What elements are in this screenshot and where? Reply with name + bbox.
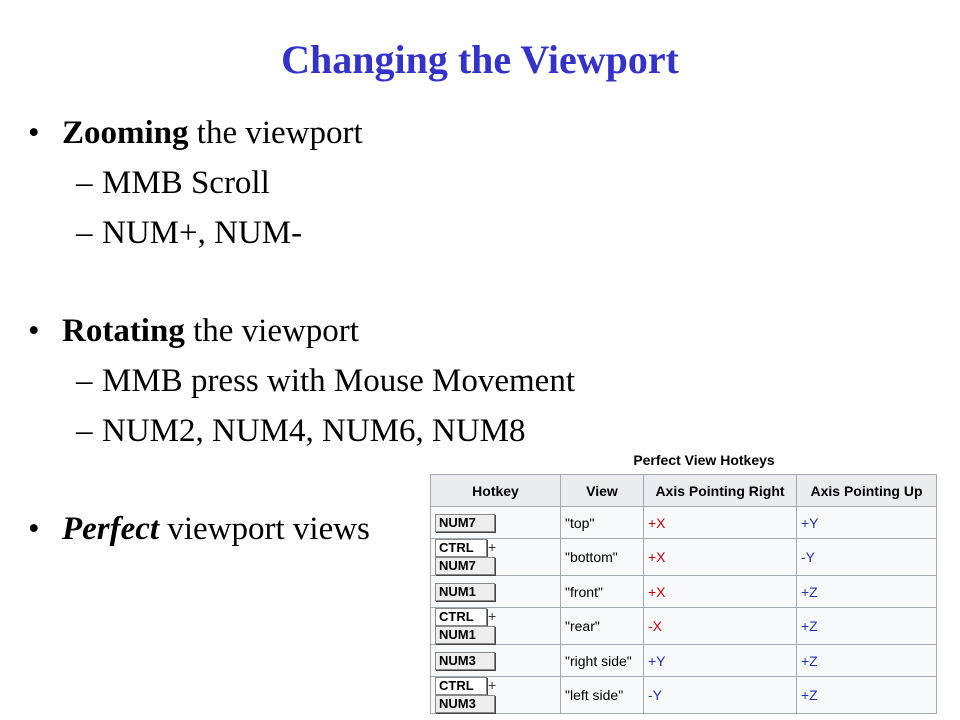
numpad-key: NUM3 bbox=[435, 695, 495, 713]
hotkey-cell bbox=[431, 608, 561, 645]
view-cell: "left side" bbox=[561, 677, 644, 714]
bullet-lead: Perfect bbox=[62, 511, 160, 547]
table-row bbox=[431, 576, 937, 608]
axis-up-cell: +Z bbox=[797, 576, 937, 608]
sub-bullet bbox=[28, 356, 788, 406]
bullet-text: viewport views bbox=[167, 511, 370, 547]
axis-right-cell: -Y bbox=[644, 677, 797, 714]
table-row bbox=[431, 645, 937, 677]
bullet-dot: • bbox=[28, 313, 40, 349]
header-axis-up: Axis Pointing Up bbox=[797, 475, 937, 507]
slide-title: Changing the Viewport bbox=[281, 37, 679, 82]
sub-text: NUM+, NUM- bbox=[102, 215, 303, 251]
bullet-text: the viewport bbox=[193, 313, 359, 349]
sub-dash: – bbox=[76, 215, 93, 251]
sub-dash: – bbox=[76, 363, 93, 399]
sub-bullet bbox=[28, 208, 788, 258]
bullet-lead: Zooming bbox=[62, 115, 189, 151]
numpad-key: NUM7 bbox=[435, 514, 495, 532]
axis-right-cell: +X bbox=[644, 507, 797, 539]
bullet-lead: Rotating bbox=[62, 313, 185, 349]
sub-text: NUM2, NUM4, NUM6, NUM8 bbox=[102, 413, 526, 449]
axis-right-cell: -X bbox=[644, 608, 797, 645]
bullet-dot: • bbox=[28, 115, 40, 151]
view-cell: "bottom" bbox=[561, 539, 644, 576]
numpad-key: NUM7 bbox=[435, 557, 495, 575]
view-cell: "right side" bbox=[561, 645, 644, 677]
bullet-text: the viewport bbox=[196, 115, 363, 151]
hotkey-cell bbox=[431, 539, 561, 576]
hotkey-cell bbox=[431, 645, 561, 677]
modifier-key: CTRL bbox=[435, 539, 487, 557]
view-cell: "top" bbox=[561, 507, 644, 539]
sub-text: MMB press with Mouse Movement bbox=[102, 363, 575, 399]
axis-up-cell: +Z bbox=[797, 677, 937, 714]
bullet-rotating bbox=[28, 306, 788, 356]
hotkey-cell bbox=[431, 507, 561, 539]
sub-bullet bbox=[28, 158, 788, 208]
axis-up-cell: -Y bbox=[797, 539, 937, 576]
header-axis-right: Axis Pointing Right bbox=[644, 475, 797, 507]
axis-up-cell: +Z bbox=[797, 645, 937, 677]
sub-text: MMB Scroll bbox=[102, 165, 270, 201]
plus-sign: + bbox=[488, 677, 497, 693]
table-header-row bbox=[431, 475, 937, 507]
numpad-key: NUM3 bbox=[435, 652, 495, 670]
bullet-dot: • bbox=[28, 511, 40, 547]
bullet-zooming bbox=[28, 108, 788, 158]
axis-up-cell: +Z bbox=[797, 608, 937, 645]
hotkeys-table bbox=[430, 474, 937, 714]
modifier-key: CTRL bbox=[435, 608, 487, 626]
axis-up-cell: +Y bbox=[797, 507, 937, 539]
sub-dash: – bbox=[76, 413, 93, 449]
numpad-key: NUM1 bbox=[435, 626, 495, 644]
axis-right-cell: +X bbox=[644, 539, 797, 576]
hotkeys-caption: Perfect View Hotkeys bbox=[633, 452, 775, 468]
view-cell: "front" bbox=[561, 576, 644, 608]
axis-right-cell: +X bbox=[644, 576, 797, 608]
plus-sign: + bbox=[488, 608, 497, 624]
table-row bbox=[431, 507, 937, 539]
sub-dash: – bbox=[76, 165, 93, 201]
axis-right-cell: +Y bbox=[644, 645, 797, 677]
table-row bbox=[431, 539, 937, 576]
table-row bbox=[431, 608, 937, 645]
hotkeys-table-wrapper bbox=[430, 446, 938, 714]
table-row bbox=[431, 677, 937, 714]
modifier-key: CTRL bbox=[435, 677, 487, 695]
numpad-key: NUM1 bbox=[435, 583, 495, 601]
header-view: View bbox=[561, 475, 644, 507]
header-hotkey: Hotkey bbox=[431, 475, 561, 507]
view-cell: "rear" bbox=[561, 608, 644, 645]
hotkey-cell bbox=[431, 677, 561, 714]
plus-sign: + bbox=[488, 539, 497, 555]
hotkey-cell bbox=[431, 576, 561, 608]
